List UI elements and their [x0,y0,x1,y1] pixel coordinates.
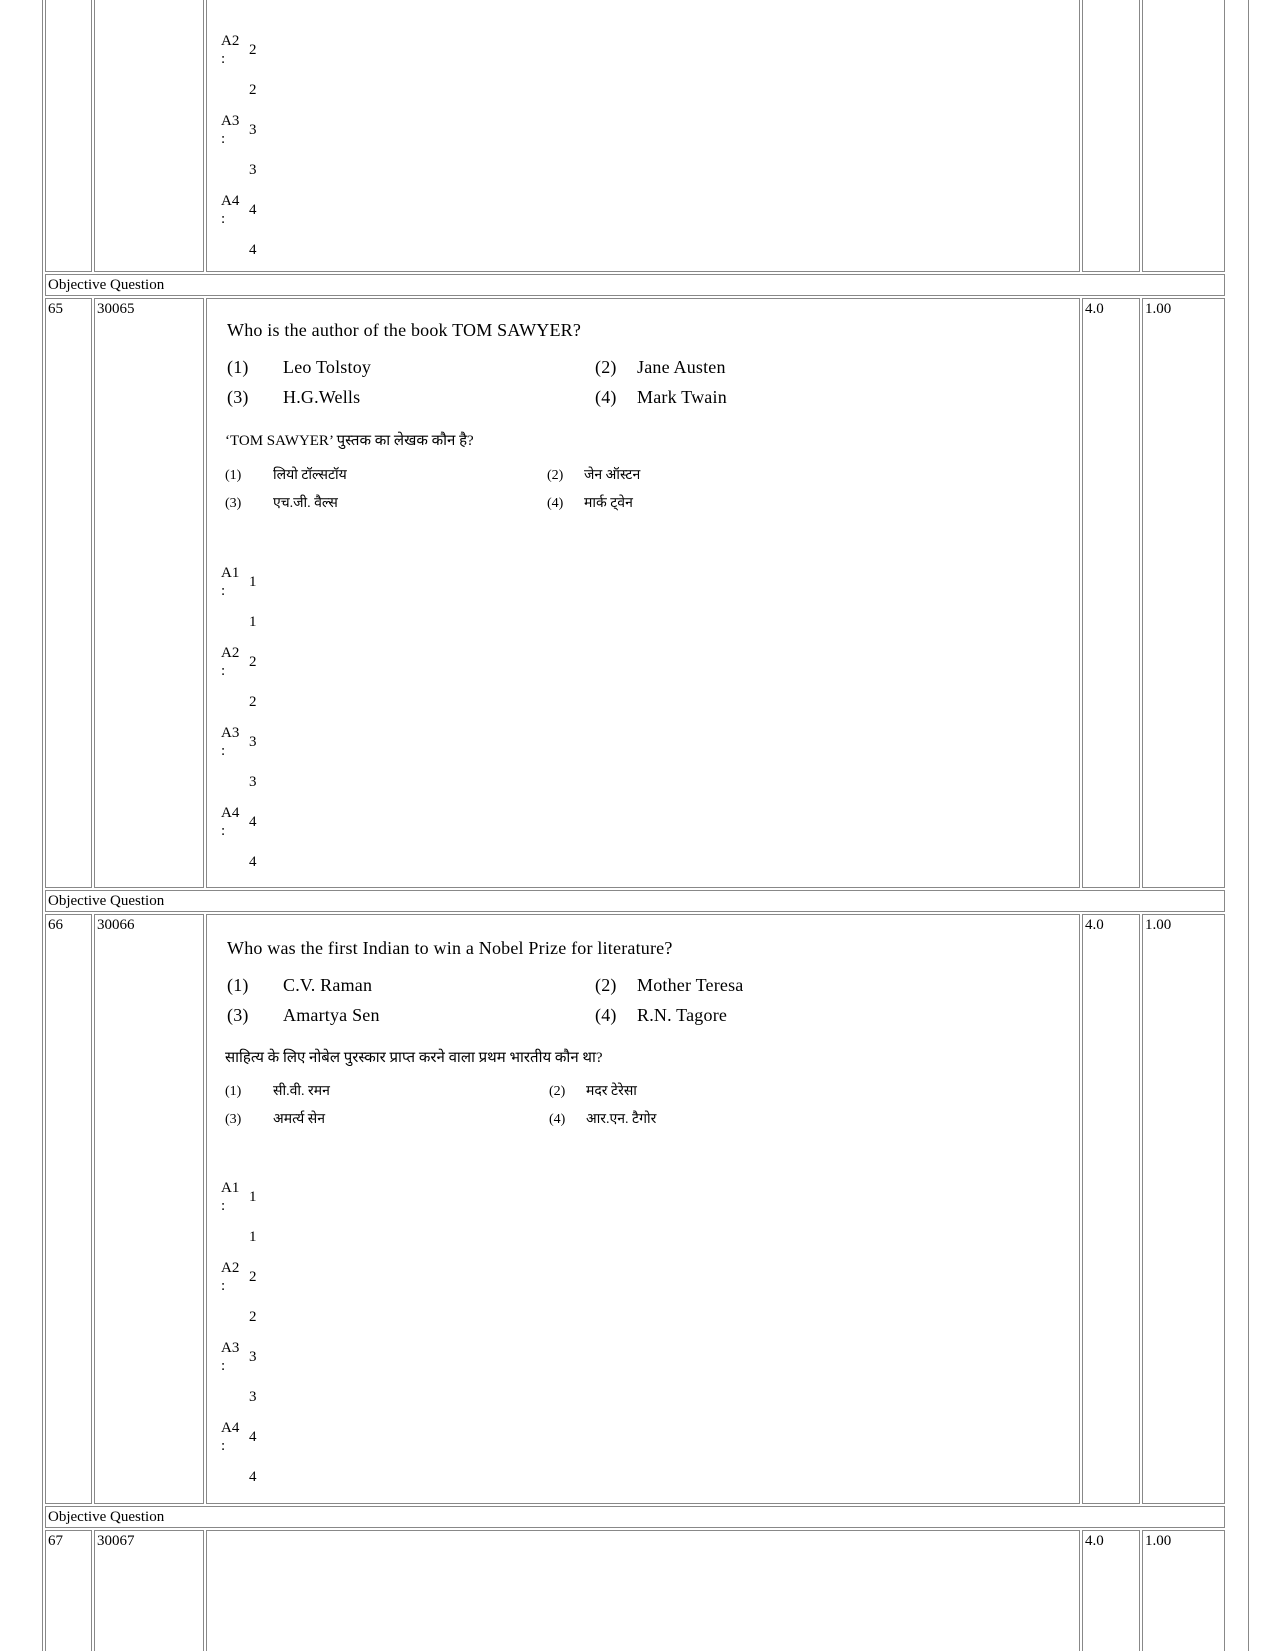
cell-question-body [206,298,1080,888]
answer-text: 3 [249,162,257,178]
answer-value: 2 [249,654,257,670]
option-text: Mother Teresa [637,975,744,995]
option-text: अमर्त्य सेन [273,1112,325,1127]
option-text: मदर टेरेसा [586,1084,637,1099]
option-number: (3) [227,1005,249,1025]
marks-value: 4.0 [1085,1533,1104,1549]
answer-label: A2 [221,33,240,49]
answer-separator: : [221,743,226,759]
cell-question-id [94,1530,204,1651]
question-id: 30067 [97,1533,135,1549]
option-number: (2) [595,975,617,995]
answer-label: A2 [221,1260,240,1276]
question-id: 30065 [97,301,135,317]
answer-separator: : [221,583,226,599]
answer-text: 1 [249,614,257,630]
answer-text: 3 [249,774,257,790]
cell-number-empty [45,0,92,272]
option-number: (1) [225,468,242,483]
option-number: (3) [227,387,249,407]
cell-question-body [206,1530,1080,1651]
option-text: जेन ऑस्टन [584,468,641,483]
answer-text: 2 [249,1309,257,1325]
option-text: Amartya Sen [283,1005,380,1025]
answer-label: A3 [221,725,240,741]
answer-value: 1 [249,1189,257,1205]
cell-question-number [45,914,92,1504]
option-text: Jane Austen [637,357,726,377]
question-text-english: Who was the first Indian to win a Nobel Prize for literature? [227,938,673,958]
section-label: Objective Question [48,277,165,293]
answer-text: 2 [249,82,257,98]
option-number: (3) [225,496,242,511]
cell-marks-empty [1082,0,1140,272]
answer-text: 4 [249,854,257,870]
option-number: (4) [549,1112,566,1127]
option-number: (2) [595,357,617,377]
answer-label: A4 [221,193,240,209]
option-number: (2) [549,1084,566,1099]
option-number: (1) [227,357,249,377]
answer-value: 1 [249,574,257,590]
option-number: (4) [547,496,564,511]
cell-question-id [94,914,204,1504]
option-text: C.V. Raman [283,975,373,995]
answer-value: 3 [249,1349,257,1365]
answer-text: 4 [249,1469,257,1485]
cell-question-number [45,1530,92,1651]
question-id: 30066 [97,917,135,933]
cell-negative-marks [1142,914,1225,1504]
answer-text: 2 [249,694,257,710]
answer-value: 4 [249,1429,257,1445]
answer-value: 3 [249,734,257,750]
answer-separator: : [221,1278,226,1294]
answer-separator: : [221,211,226,227]
question-number: 66 [48,917,63,933]
answer-text: 1 [249,1229,257,1245]
question-text-hindi: ‘TOM SAWYER’ पुस्तक का लेखक कौन है? [225,433,474,449]
option-number: (1) [225,1084,242,1099]
answer-value: 4 [249,202,257,218]
answer-value: 2 [249,42,257,58]
option-text: एच.जी. वैल्स [273,496,338,511]
section-label: Objective Question [48,1509,165,1525]
answer-label: A3 [221,113,240,129]
answer-separator: : [221,51,226,67]
option-text: मार्क ट्वेन [584,496,633,511]
answer-label: A3 [221,1340,240,1356]
question-number: 67 [48,1533,63,1549]
section-label-row [45,274,1225,296]
option-number: (1) [227,975,249,995]
answer-value: 2 [249,1269,257,1285]
answer-separator: : [221,1358,226,1374]
cell-marks [1082,298,1140,888]
cell-question-number [45,298,92,888]
option-text: Leo Tolstoy [283,357,372,377]
option-text: H.G.Wells [283,387,361,407]
answer-value: 3 [249,122,257,138]
option-text: सी.वी. रमन [273,1084,330,1099]
answer-separator: : [221,131,226,147]
negative-marks-value: 1.00 [1145,1533,1172,1549]
answer-separator: : [221,1438,226,1454]
cell-negative-marks [1142,1530,1225,1651]
negative-marks-value: 1.00 [1145,301,1172,317]
cell-question-body [206,914,1080,1504]
cell-marks [1082,914,1140,1504]
answer-separator: : [221,1198,226,1214]
marks-value: 4.0 [1085,301,1104,317]
answer-separator: : [221,663,226,679]
option-text: Mark Twain [637,387,727,407]
answer-text: 3 [249,1389,257,1405]
question-text-english: Who is the author of the book TOM SAWYER? [227,320,582,340]
option-number: (3) [225,1112,242,1127]
option-text: आर.एन. टैगोर [586,1112,657,1127]
section-label: Objective Question [48,893,165,909]
cell-marks [1082,1530,1140,1651]
answer-label: A4 [221,805,240,821]
option-number: (4) [595,1005,617,1025]
answer-label: A4 [221,1420,240,1436]
marks-value: 4.0 [1085,917,1104,933]
option-text: R.N. Tagore [637,1005,728,1025]
option-number: (2) [547,468,564,483]
answer-label: A2 [221,645,240,661]
option-text: लियो टॉल्सटॉय [273,468,347,483]
question-text-hindi: साहित्य के लिए नोबेल पुरस्कार प्राप्त करने वाला प्रथम भारतीय कौन था? [225,1050,603,1066]
section-label-row [45,1506,1225,1528]
answer-label: A1 [221,565,240,581]
cell-question-continued [206,0,1080,272]
cell-id-empty [94,0,204,272]
answer-text: 4 [249,242,257,258]
question-number: 65 [48,301,63,317]
negative-marks-value: 1.00 [1145,917,1172,933]
option-number: (4) [595,387,617,407]
cell-negative-marks [1142,298,1225,888]
cell-negative-empty [1142,0,1225,272]
answer-label: A1 [221,1180,240,1196]
answer-value: 4 [249,814,257,830]
cell-question-id [94,298,204,888]
section-label-row [45,890,1225,912]
answer-separator: : [221,823,226,839]
